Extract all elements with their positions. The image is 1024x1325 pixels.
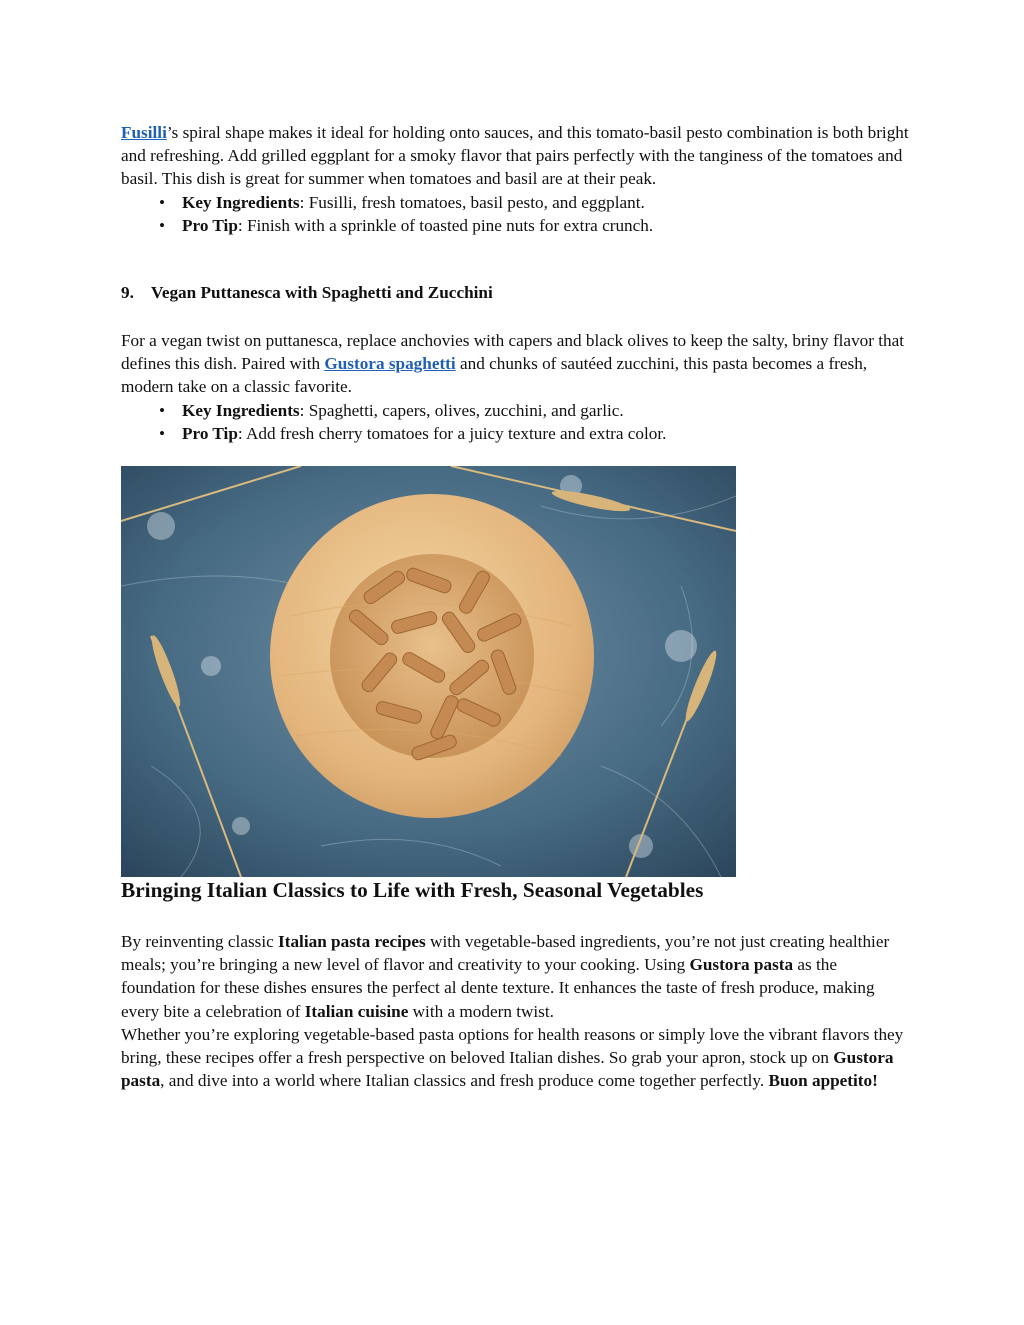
puttanesca-paragraph: For a vegan twist on puttanesca, replace anchovies with capers and black olives to keep the salty, briny flavor that defines this dish. Paired with Gustora spaghetti and chunks of sautéed zucchini, this pasta becomes a fresh, modern take on a classic favorite.: [121, 331, 905, 397]
penne-bowl-photo: [121, 466, 736, 877]
conclusion-section: [121, 930, 911, 1092]
list-item: • Pro Tip: Add fresh cherry tomatoes for a juicy texture and extra color.: [121, 422, 911, 445]
conclusion-paragraph-1: By reinventing classic Italian pasta recipes with vegetable-based ingredients, you’re not just creating healthier meals; you’re bringing a new level of flavor and creativity to your cooking. Using Gustora pasta as the foundation for these dishes ensures the perfect al dente texture. It enhances the taste of fresh produce, making every bite a celebration of Italian cuisine with a modern twist.: [121, 932, 890, 1021]
list-item: • Key Ingredients: Fusilli, fresh tomatoes, basil pesto, and eggplant.: [121, 191, 911, 214]
fusilli-section: [121, 121, 911, 237]
gustora-spaghetti-link[interactable]: Gustora spaghetti: [324, 354, 456, 374]
puttanesca-bullet-list: [121, 399, 911, 445]
list-item: • Key Ingredients: Spaghetti, capers, olives, zucchini, and garlic.: [121, 399, 911, 422]
fusilli-paragraph: Fusilli’s spiral shape makes it ideal for holding onto sauces, and this tomato-basil pesto combination is both bright and refreshing. Add grilled eggplant for a smoky flavor that pairs perfectly with the tanginess of the tomatoes and basil. This dish is great for summer when tomatoes and basil are at their peak.: [121, 123, 909, 189]
heading-number: 9.: [121, 283, 134, 302]
recipe-heading-9: [121, 283, 493, 303]
conclusion-heading: Bringing Italian Classics to Life with Fresh, Seasonal Vegetables: [121, 878, 704, 902]
fusilli-link[interactable]: Fusilli: [121, 123, 167, 142]
list-item: • Pro Tip: Finish with a sprinkle of toasted pine nuts for extra crunch.: [121, 214, 911, 237]
penne-photo-illustration: [121, 466, 736, 877]
heading-text: Vegan Puttanesca with Spaghetti and Zucchini: [151, 283, 493, 302]
conclusion-paragraph-2: Whether you’re exploring vegetable-based pasta options for health reasons or simply love the vibrant flavors they bring, these recipes offer a fresh perspective on beloved Italian dishes. So grab your apron, stock up on Gustora pasta, and dive into a world where Italian classics and fresh produce come together perfectly. Buon appetito!: [121, 1024, 904, 1091]
fusilli-bullet-list: [121, 191, 911, 237]
puttanesca-section: [121, 329, 911, 445]
